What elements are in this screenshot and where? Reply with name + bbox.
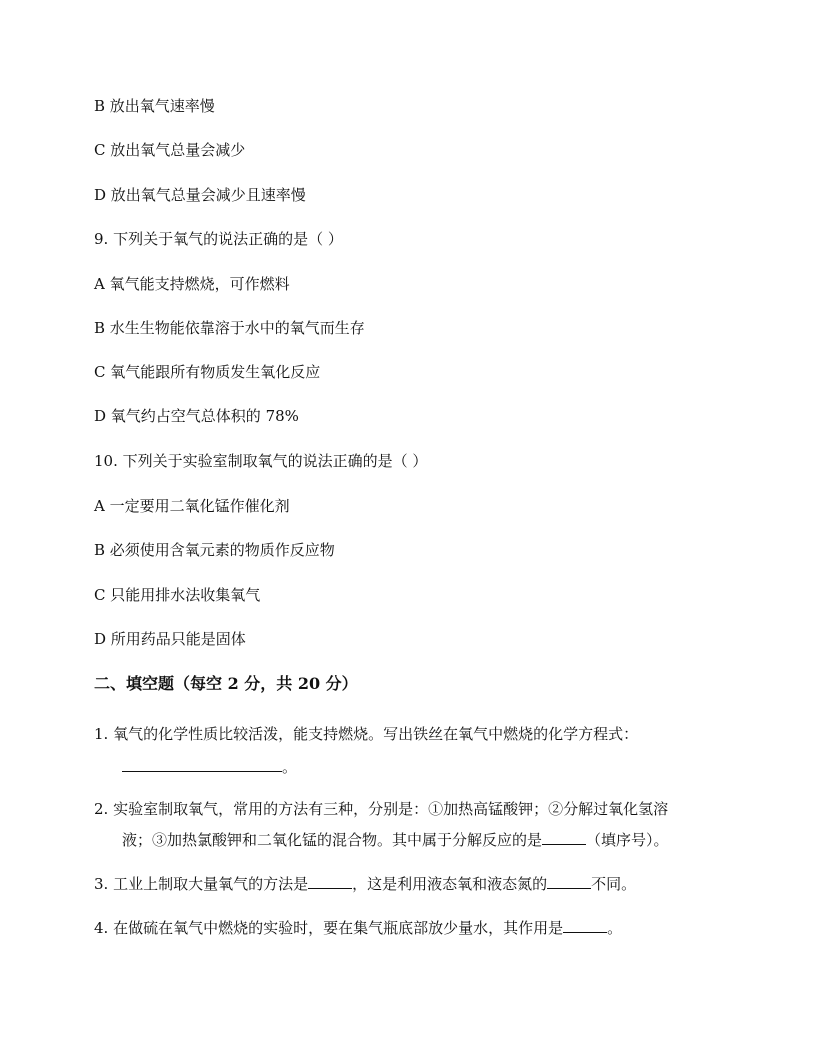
fill-q4 (94, 918, 622, 938)
q10-option-a: A 一定要用二氧化锰作催化剂 (94, 497, 290, 515)
q9-option-c: C 氧气能跟所有物质发生氧化反应 (94, 363, 321, 381)
answer-blank[interactable] (308, 874, 352, 889)
answer-blank[interactable] (122, 757, 282, 772)
fill-q4-text-a: 4. 在做硫在氧气中燃烧的实验时，要在集气瓶底部放少量水，其作用是 (94, 919, 564, 937)
q9-option-b: B 水生生物能依靠溶于水中的氧气而生存 (94, 319, 365, 337)
fill-q3-text-b: ，这是利用液态氧和液态氮的 (352, 875, 548, 893)
fill-q1-answer-line (122, 757, 297, 777)
answer-blank[interactable] (563, 918, 607, 933)
q10-stem: 10. 下列关于实验室制取氧气的说法正确的是（ ） (94, 452, 428, 470)
fill-q2-text-a: 液；③加热氯酸钾和二氧化锰的混合物。其中属于分解反应的是 (122, 831, 543, 849)
fill-q3-text-c: 不同。 (591, 875, 637, 893)
fill-q3 (94, 874, 636, 894)
q10-option-b: B 必须使用含氧元素的物质作反应物 (94, 541, 335, 559)
fill-q1-text: 1. 氧气的化学性质比较活泼，能支持燃烧。写出铁丝在氧气中燃烧的化学方程式： (94, 725, 639, 743)
answer-blank[interactable] (547, 874, 591, 889)
q9-option-a: A 氧气能支持燃烧，可作燃料 (94, 275, 290, 293)
q8-option-c: C 放出氧气总量会减少 (94, 141, 246, 159)
q10-option-c: C 只能用排水法收集氧气 (94, 586, 261, 604)
fill-q3-text-a: 3. 工业上制取大量氧气的方法是 (94, 875, 309, 893)
q9-stem: 9. 下列关于氧气的说法正确的是（ ） (94, 230, 343, 248)
fill-q2-line2 (122, 830, 669, 850)
fill-q4-text-b: 。 (607, 919, 623, 937)
q8-option-d: D 放出氧气总量会减少且速率慢 (94, 186, 306, 204)
fill-q1-end: 。 (282, 758, 298, 776)
fill-q2-text-b: （填序号）。 (586, 831, 669, 849)
answer-blank[interactable] (542, 830, 586, 845)
fill-q2-line1: 2. 实验室制取氧气，常用的方法有三种，分别是：①加热高锰酸钾；②分解过氧化氢溶 (94, 800, 669, 818)
q8-option-b: B 放出氧气速率慢 (94, 97, 215, 115)
q10-option-d: D 所用药品只能是固体 (94, 630, 246, 648)
section-heading-fill-in: 二、填空题（每空 2 分，共 20 分） (94, 674, 358, 693)
q9-option-d: D 氧气约占空气总体积的 78% (94, 407, 299, 425)
